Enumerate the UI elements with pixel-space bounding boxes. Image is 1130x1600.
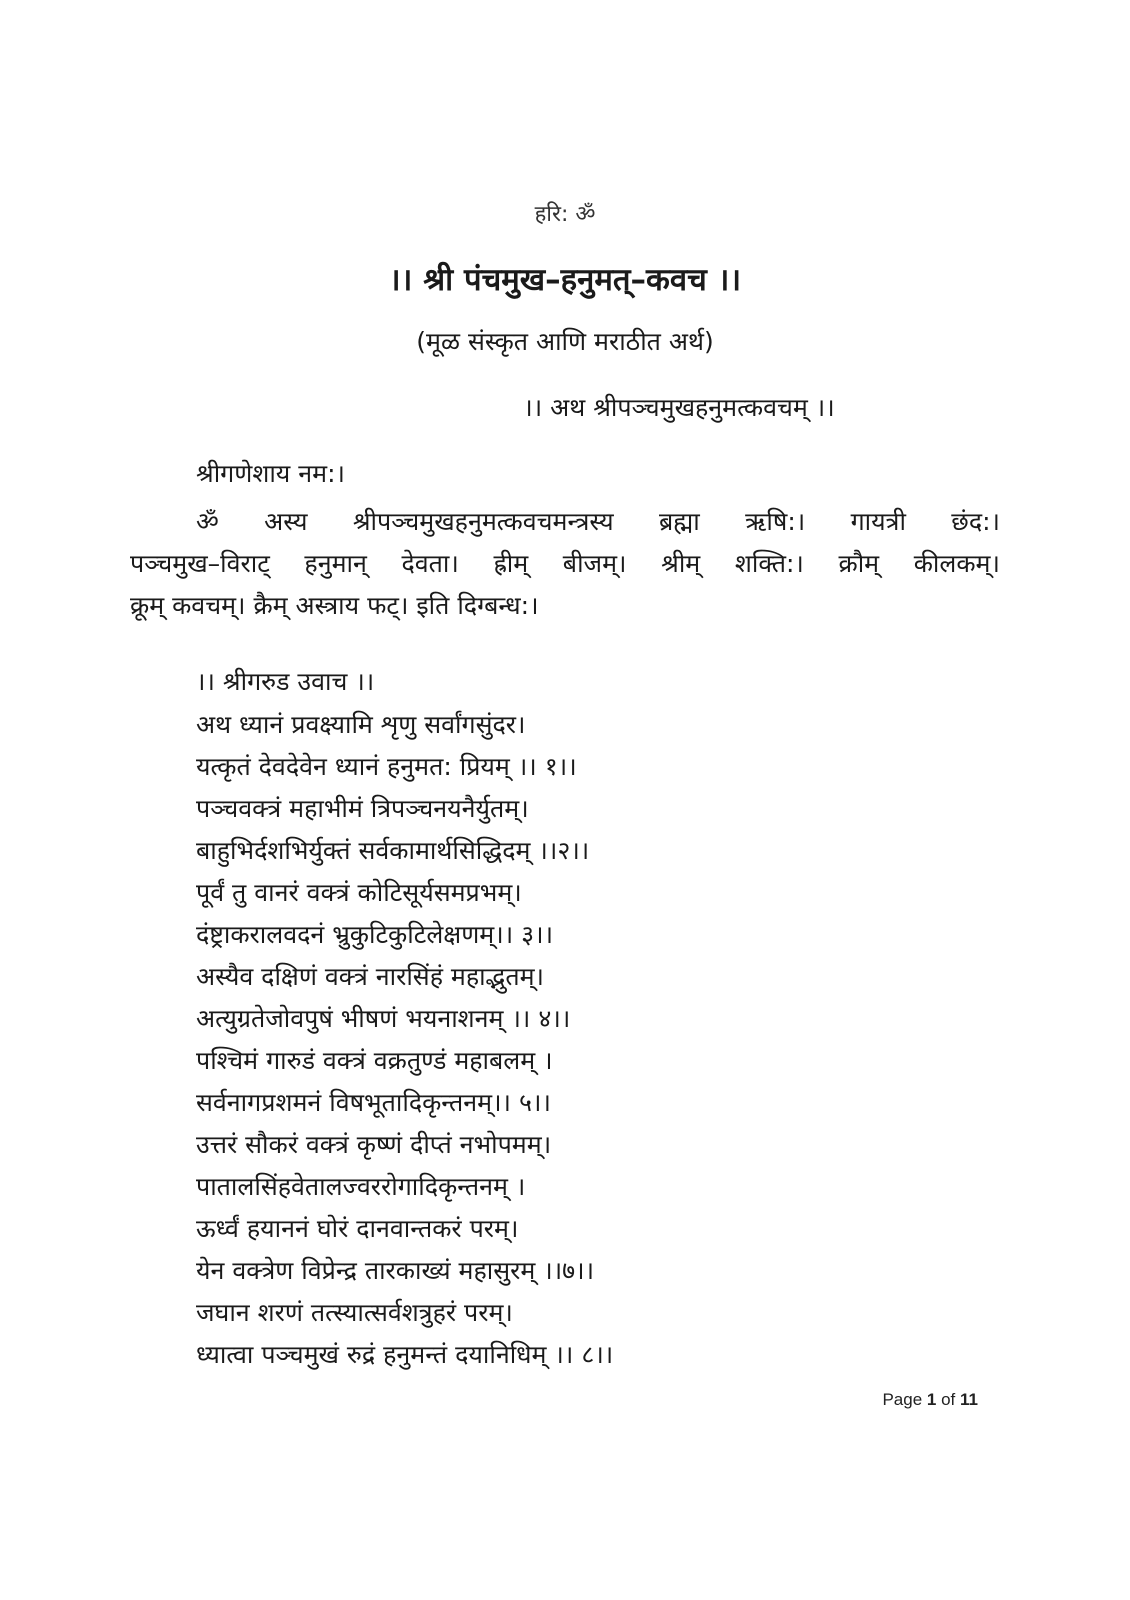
subtitle: (मूळ संस्कृत आणि मराठीत अर्थ) [416, 327, 714, 356]
verse-line: पञ्चवक्त्रं महाभीमं त्रिपञ्चनयनैर्युतम्। [196, 794, 529, 823]
verse-line: येन वक्त्रेण विप्रेन्द्र तारकाख्यं महासुरम् ।।७।। [196, 1256, 595, 1285]
verse-line: बाहुभिर्दशभिर्युक्तं सर्वकामार्थसिद्धिदम् ।।२।। [196, 836, 590, 865]
verse-line: यत्कृतं देवदेवेन ध्यानं हनुमत: प्रियम् ।। १।। [196, 752, 577, 781]
current-page: 1 [926, 1390, 937, 1409]
verse-heading: ।। श्रीगरुड उवाच ।। [196, 667, 375, 696]
page-number [882, 1390, 978, 1410]
invocation: हरि: ॐ [534, 202, 596, 227]
verse-line: उत्तरं सौकरं वक्त्रं कृष्णं दीप्तं नभोपमम्। [196, 1130, 552, 1159]
salutation: श्रीगणेशाय नम:। [196, 459, 345, 488]
verse-line: पातालसिंहवेतालज्वररोगादिकृन्तनम् । [196, 1172, 526, 1201]
verse-line: जघान शरणं तत्स्यात्सर्वशत्रुहरं परम्। [196, 1298, 513, 1327]
verse-line: पूर्वं तु वानरं वक्त्रं कोटिसूर्यसमप्रभम्। [196, 878, 522, 907]
verse-list [196, 704, 996, 1376]
verse-line: पश्चिमं गारुडं वक्त्रं वक्रतुण्डं महाबलम् । [196, 1046, 553, 1075]
verse-line: अथ ध्यानं प्रवक्ष्यामि शृणु सर्वांगसुंदर। [196, 710, 526, 739]
nyasa-line-3: क्रूम् कवचम्। क्रैम् अस्त्राय फट्। इति दिग्बन्ध:। [130, 591, 539, 620]
verse-line: ऊर्ध्वं हयाननं घोरं दानवान्तकरं परम्। [196, 1214, 519, 1243]
nyasa-line-2: पञ्चमुख–विराट् हनुमान् देवता। ह्रीम् बीजम्। श्रीम् शक्ति:। क्रौम् कीलकम्। [130, 549, 1000, 578]
verse-line: ध्यात्वा पञ्चमुखं रुद्रं हनुमन्तं दयानिधिम् ।। ८।। [196, 1340, 614, 1369]
verse-line: अस्यैव दक्षिणं वक्त्रं नारसिंहं महाद्भुतम्। [196, 962, 545, 991]
verse-line: सर्वनागप्रशमनं विषभूतादिकृन्तनम्।। ५।। [196, 1088, 551, 1117]
of-label: of [941, 1390, 956, 1409]
page-title: ।। श्री पंचमुख–हनुमत्–कवच ।। [388, 262, 742, 298]
page-label: Page [882, 1390, 923, 1409]
section-heading: ।। अथ श्रीपञ्चमुखहनुमत्कवचम् ।। [523, 393, 835, 422]
nyasa-line-1: ॐ अस्य श्रीपञ्चमुखहनुमत्कवचमन्त्रस्य ब्रह्मा ऋषि:। गायत्री छंद:। [196, 507, 1000, 536]
total-pages: 11 [960, 1390, 978, 1409]
verse-line: दंष्ट्राकरालवदनं भ्रुकुटिकुटिलेक्षणम्।। ३।। [196, 920, 554, 949]
verse-line: अत्युग्रतेजोवपुषं भीषणं भयनाशनम् ।। ४।। [196, 1004, 571, 1033]
